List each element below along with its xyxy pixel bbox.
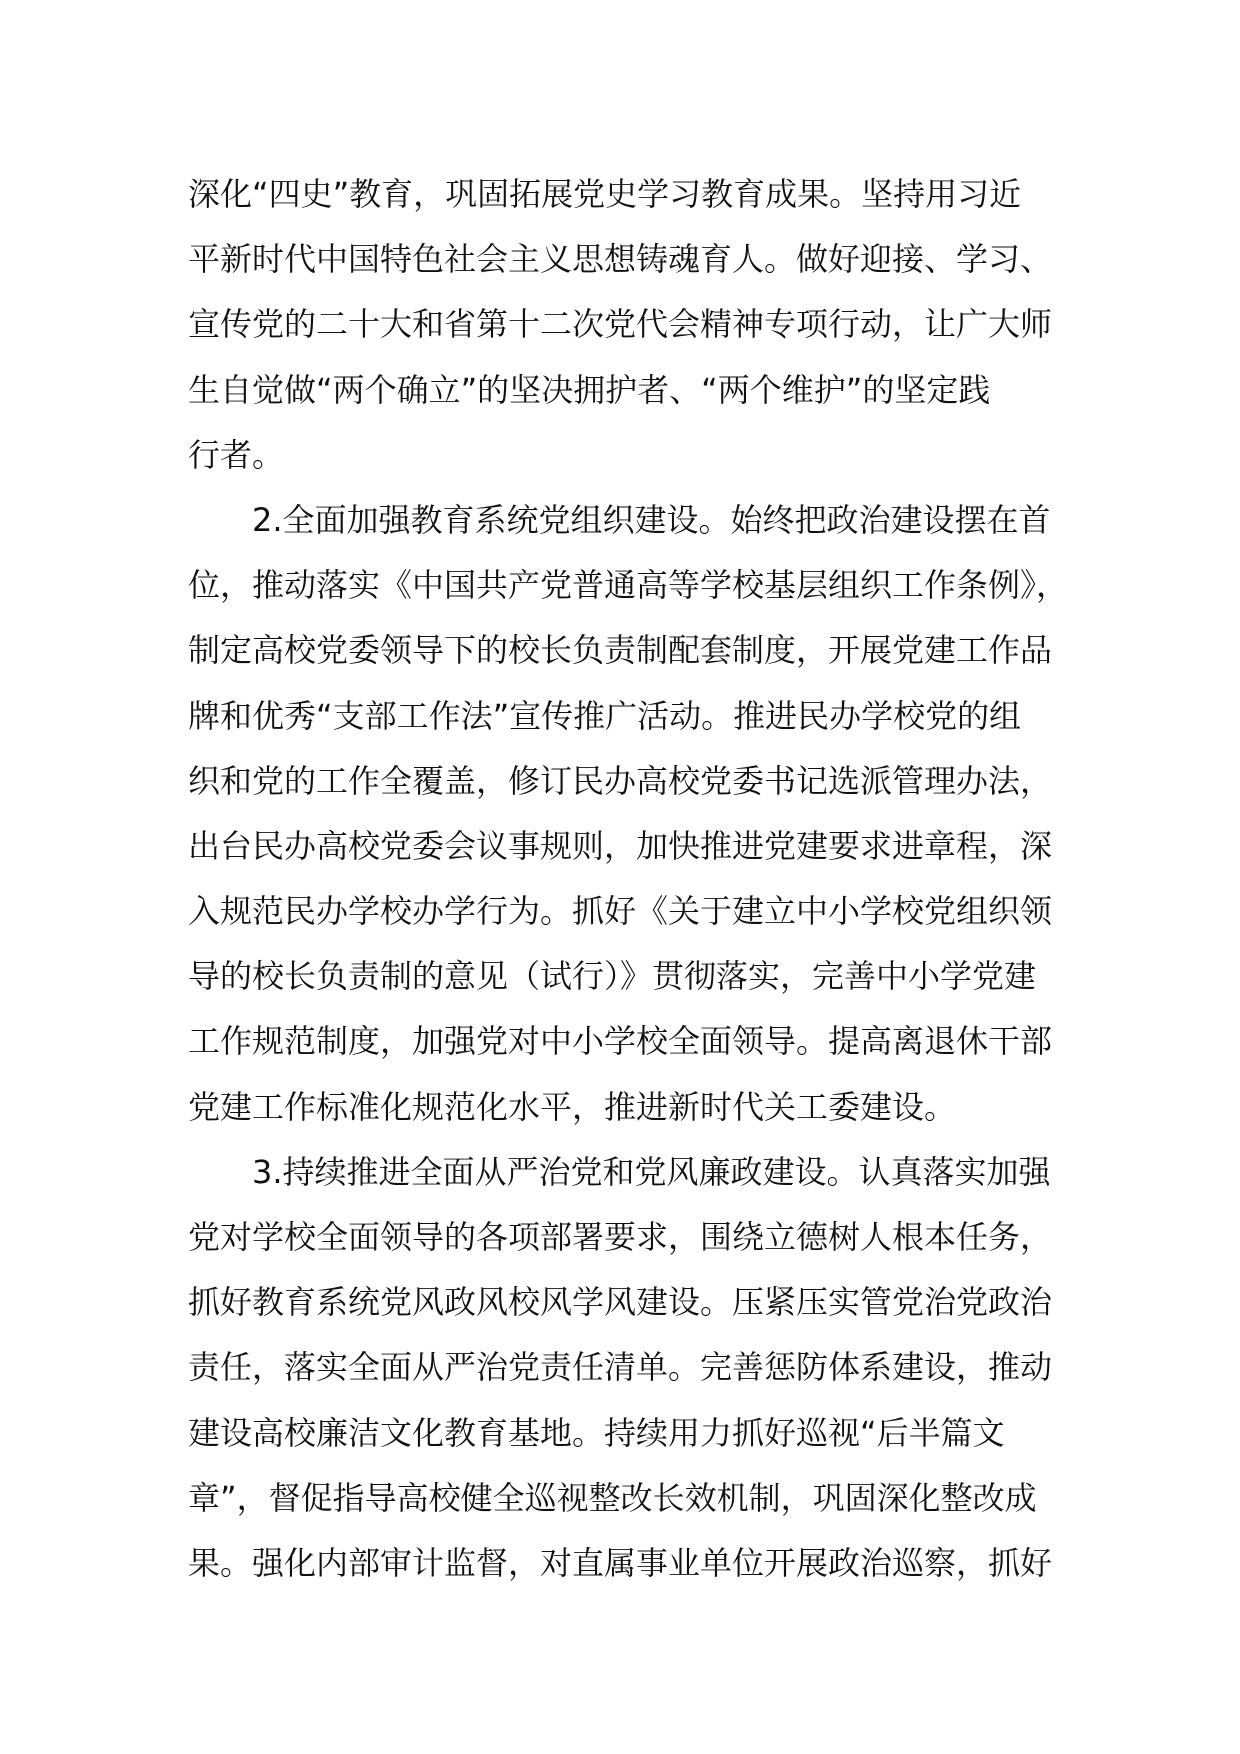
text-line: 导的校长负责制的意见（试行）》贯彻落实，完善中小学党建 xyxy=(188,957,1037,996)
text-line: 出台民办高校党委会议事规则，加快推进党建要求进章程，深 xyxy=(188,826,1053,865)
text-line: 工作规范制度，加强党对中小学校全面领导。提高离退休干部 xyxy=(188,1022,1053,1061)
text-line: 宣传党的二十大和省第十二次党代会精神专项行动，让广大师 xyxy=(188,305,1053,344)
document-page xyxy=(188,162,1069,1596)
paragraph-2-first-line: 2.全面加强教育系统党组织建设。始终把政治建设摆在首 xyxy=(252,500,1051,539)
paragraph-3-first-line: 3.持续推进全面从严治党和党风廉政建设。认真落实加强 xyxy=(252,1152,1051,1191)
text-line: 果。强化内部审计监督，对直属事业单位开展政治巡察，抓好 xyxy=(188,1543,1053,1582)
text-line: 党对学校全面领导的各项部署要求，围绕立德树人根本任务， xyxy=(188,1218,1053,1256)
text-line: 行者。 xyxy=(188,435,285,474)
text-line: 位，推动落实《中国共产党普通高等学校基层组织工作条例》， xyxy=(188,566,1069,605)
text-line: 入规范民办学校办学行为。抓好《关于建立中小学校党组织领 xyxy=(188,892,1053,931)
text-line: 党建工作标准化规范化水平，推进新时代关工委建设。 xyxy=(188,1087,957,1126)
text-line: 建设高校廉洁文化教育基地。持续用力抓好巡视“后半篇文 xyxy=(188,1413,1005,1452)
text-line: 牌和优秀“支部工作法”宣传推广活动。推进民办学校党的组 xyxy=(188,696,1022,735)
text-line: 生自觉做“两个确立”的坚决拥护者、“两个维护”的坚定践 xyxy=(188,370,991,409)
text-line: 制定高校党委领导下的校长负责制配套制度，开展党建工作品 xyxy=(188,631,1053,670)
text-line: 深化“四史”教育，巩固拓展党史学习教育成果。坚持用习近 xyxy=(188,175,1022,213)
text-line: 织和党的工作全覆盖，修订民办高校党委书记选派管理办法， xyxy=(188,761,1053,800)
text-line: 责任，落实全面从严治党责任清单。完善惩防体系建设，推动 xyxy=(188,1348,1053,1387)
text-line: 平新时代中国特色社会主义思想铸魂育人。做好迎接、学习、 xyxy=(188,240,1053,279)
text-line: 章”，督促指导高校健全巡视整改长效机制，巩固深化整改成 xyxy=(188,1478,1037,1517)
text-line: 抓好教育系统党风政风校风学风建设。压紧压实管党治党政治 xyxy=(188,1283,1053,1322)
